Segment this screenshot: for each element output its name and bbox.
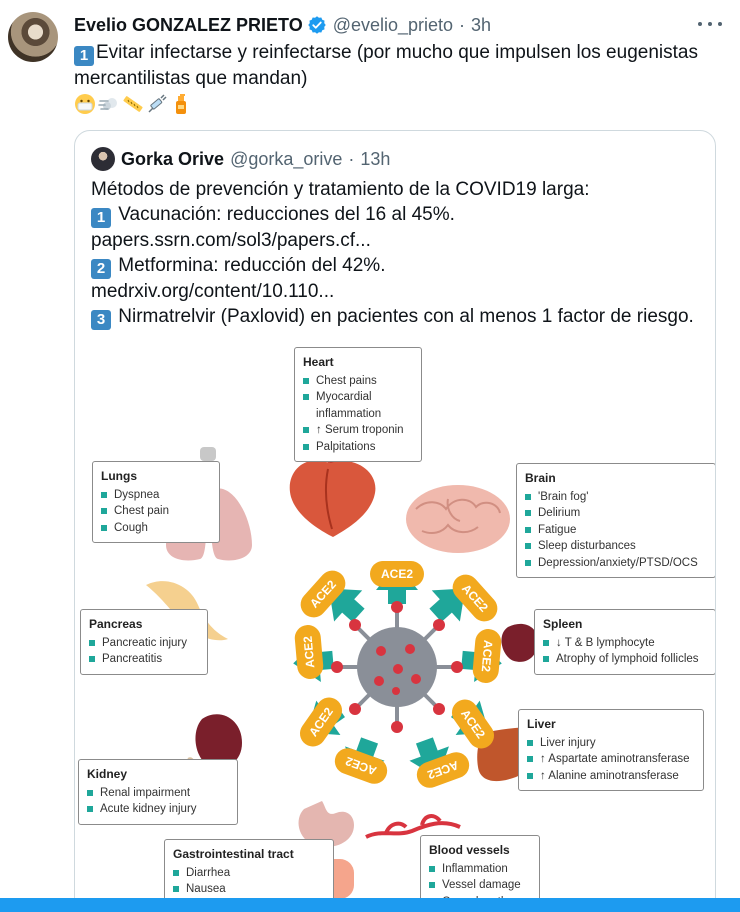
liver-item: ↑ Aspartate aminotransferase — [527, 751, 695, 768]
heart-item: Myocardial inflammation — [303, 389, 413, 422]
quote-header — [91, 147, 390, 171]
quote-line-paxlovid: 3 Nirmatrelvir (Paxlovid) en pacientes con al menos 1 factor de riesgo. — [91, 304, 711, 330]
lungs-item: Dyspnea — [101, 487, 211, 504]
mask-face-emoji-icon — [74, 93, 96, 115]
spleen-info-box — [534, 609, 716, 675]
author-name[interactable]: Evelio GONZALEZ PRIETO — [74, 14, 303, 35]
quote-tweet-card[interactable] — [74, 130, 716, 912]
more-options-icon[interactable] — [698, 14, 722, 34]
lungs-info-box — [92, 461, 220, 543]
ace2-label-lungs: ACE2 — [295, 565, 350, 623]
pancreas-info-box — [80, 609, 208, 675]
tweet-body: Evitar infectarse y reinfectarse (por mucho que impulsen los eugenistas mercantilistas que mandan) — [74, 42, 698, 89]
brain-item: 'Brain fog' — [525, 489, 707, 506]
heart-item: ↑ Serum troponin — [303, 422, 413, 439]
blood-vessels-icon — [366, 816, 460, 837]
quote-meta-separator: · — [348, 148, 355, 169]
gi-title: Gastrointestinal tract — [173, 847, 294, 861]
ace2-label-gi: ACE2 — [331, 745, 391, 788]
brain-item: Sleep disturbances — [525, 538, 707, 555]
tweet-time[interactable]: 3h — [471, 14, 492, 35]
covid-organs-infographic[interactable] — [76, 339, 716, 912]
kidney-item: Acute kidney injury — [87, 801, 229, 818]
ace2-label-kidney: ACE2 — [295, 692, 347, 751]
heart-title: Heart — [303, 355, 334, 369]
gi-item: Nausea — [173, 881, 325, 898]
quote-author-name[interactable]: Gorka Orive — [121, 148, 225, 169]
emoji-row — [74, 92, 192, 116]
ace2-label-heart: ACE2 — [370, 561, 424, 587]
syringe-emoji-icon — [146, 93, 168, 115]
keycap-one-icon: 1 — [91, 208, 111, 228]
gi-item: Diarrhea — [173, 865, 325, 882]
spleen-title: Spleen — [543, 617, 583, 631]
quote-author-avatar[interactable] — [91, 147, 115, 171]
meta-separator: · — [459, 14, 466, 35]
tweet-header — [74, 13, 491, 37]
author-handle[interactable]: @evelio_prieto — [332, 14, 454, 35]
liver-title: Liver — [527, 717, 556, 731]
spleen-organ-icon — [501, 624, 538, 662]
lotion-bottle-emoji-icon — [170, 93, 192, 115]
lungs-item: Cough — [101, 520, 211, 537]
kidney-title: Kidney — [87, 767, 128, 781]
dash-emoji-icon — [98, 93, 120, 115]
heart-item: Palpitations — [303, 439, 413, 456]
brain-item: Depression/anxiety/PTSD/OCS — [525, 555, 707, 572]
verified-badge-icon — [307, 15, 327, 35]
keycap-two-icon: 2 — [91, 259, 111, 279]
quote-text — [91, 177, 711, 330]
lungs-title: Lungs — [101, 469, 137, 483]
kidney-info-box — [78, 759, 238, 825]
quote-link-ssrn[interactable]: papers.ssrn.com/sol3/papers.cf... — [91, 230, 371, 251]
ace2-label-liver: ACE2 — [447, 694, 499, 753]
quote-line-vaccination: 1 Vacunación: reducciones del 16 al 45%. — [91, 202, 711, 228]
blood-vessels-item: Inflammation — [429, 861, 531, 878]
blood-vessels-item: Vessel damage — [429, 877, 531, 894]
liver-item: Liver injury — [527, 735, 695, 752]
keycap-three-icon: 3 — [91, 310, 111, 330]
ace2-label-spleen: ACE2 — [472, 628, 503, 684]
quote-author-handle[interactable]: @gorka_orive — [230, 148, 343, 169]
spleen-item: ↓ T & B lymphocyte — [543, 635, 707, 652]
ruler-emoji-icon — [122, 93, 144, 115]
lungs-item: Chest pain — [101, 503, 211, 520]
keycap-one-icon: 1 — [74, 46, 94, 66]
ace2-label-vessels: ACE2 — [413, 749, 473, 792]
spleen-item: Atrophy of lymphoid follicles — [543, 651, 707, 668]
quote-line-intro: Métodos de prevención y tratamiento de la COVID19 larga: — [91, 179, 590, 200]
blood-vessels-title: Blood vessels — [429, 843, 510, 857]
virus-icon — [331, 601, 463, 733]
heart-info-box — [294, 347, 422, 462]
brain-item: Delirium — [525, 505, 707, 522]
brain-item: Fatigue — [525, 522, 707, 539]
quote-link-medrxiv[interactable]: medrxiv.org/content/10.110... — [91, 281, 335, 302]
author-avatar[interactable] — [8, 12, 58, 62]
quote-time[interactable]: 13h — [360, 148, 391, 169]
ace2-label-pancreas: ACE2 — [294, 624, 325, 680]
tweet-text — [74, 40, 724, 91]
liver-info-box — [518, 709, 704, 791]
brain-info-box — [516, 463, 716, 578]
pancreas-title: Pancreas — [89, 617, 143, 631]
quote-line-metformin: 2 Metformina: reducción del 42%. — [91, 253, 711, 279]
ace2-label-brain: ACE2 — [447, 569, 502, 627]
pancreas-item: Pancreatitis — [89, 651, 199, 668]
heart-item: Chest pains — [303, 373, 413, 390]
liver-item: ↑ Alanine aminotransferase — [527, 768, 695, 785]
pancreas-item: Pancreatic injury — [89, 635, 199, 652]
brain-title: Brain — [525, 471, 556, 485]
brain-organ-icon — [406, 485, 510, 553]
bottom-bar — [0, 898, 740, 912]
kidney-item: Renal impairment — [87, 785, 229, 802]
